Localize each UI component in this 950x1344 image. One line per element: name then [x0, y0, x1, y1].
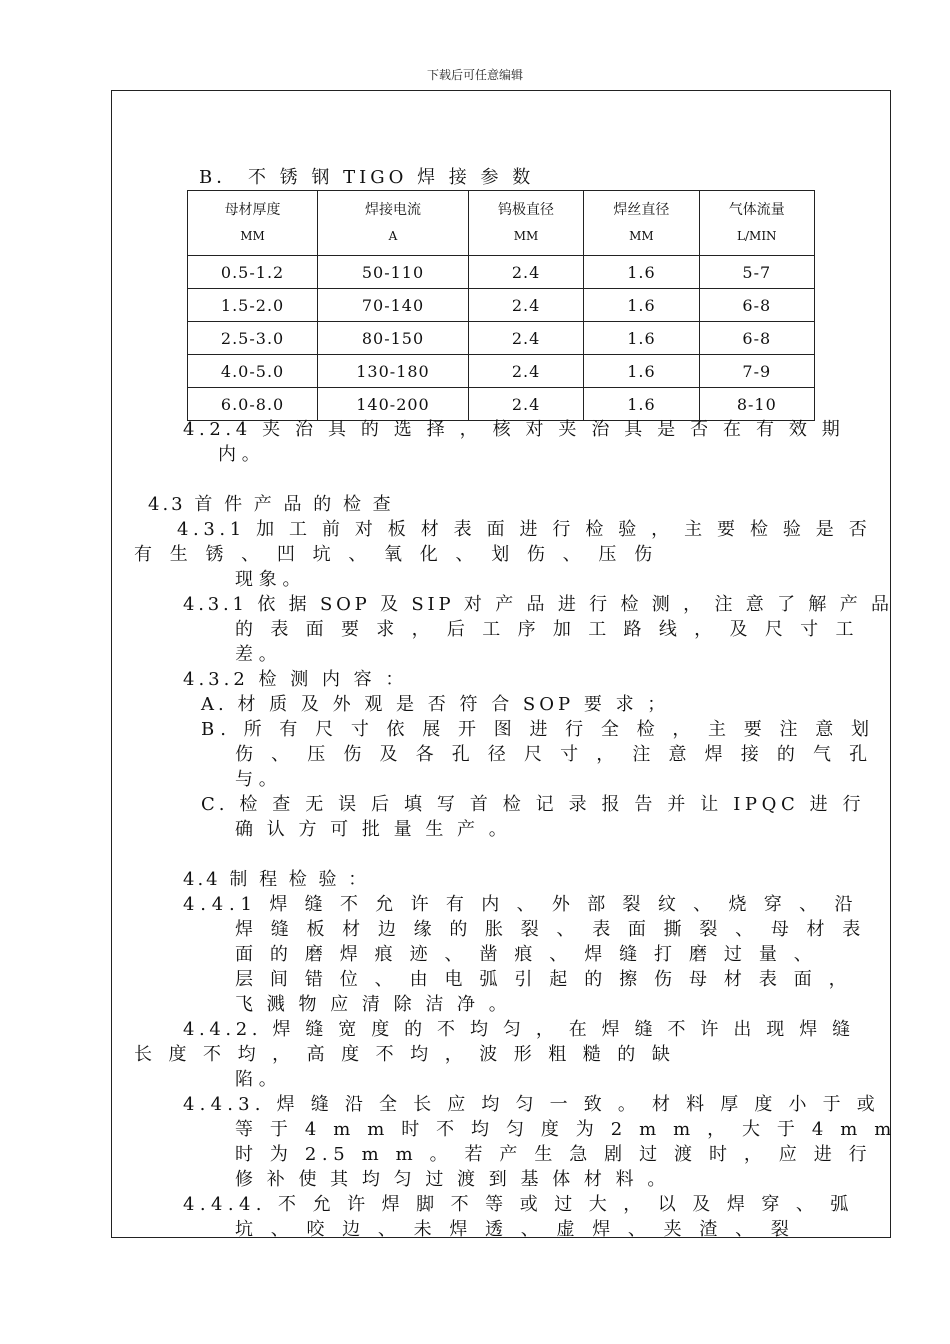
text-line: 等 于 4 m m 时 不 均 匀 度 为 2 m m ， 大 于 4 m m [235, 1119, 897, 1140]
text-line: 4.4.1 焊 缝 不 允 许 有 内 、 外 部 裂 纹 、 烧 穿 、 沿 [183, 894, 859, 915]
table-cell: 1.5-2.0 [188, 289, 318, 322]
table-cell: 1.6 [584, 256, 699, 289]
text-line: 4.3.1 依 据 SOP 及 SIP 对 产 品 进 行 检 测 ， 注 意 了 解 产 品 [183, 594, 893, 615]
text-line: 有 生 锈 、 凹 坑 、 氧 化 、 划 伤 、 压 伤 [134, 544, 659, 565]
table-cell: 1.6 [584, 289, 699, 322]
text-line: 现 象 。 [235, 569, 301, 590]
table-cell: 130-180 [318, 355, 469, 388]
text-line: 内 。 [218, 444, 260, 465]
text-line: 4.4.4. 不 允 许 焊 脚 不 等 或 过 大 ， 以 及 焊 穿 、 弧 [183, 1194, 854, 1215]
text-line: 层 间 错 位 、 由 电 弧 引 起 的 擦 伤 母 材 表 面 ， [235, 969, 853, 990]
text-line: 飞 溅 物 应 清 除 洁 净 。 [235, 994, 511, 1015]
text-line: 4.3.1 加 工 前 对 板 材 表 面 进 行 检 验 ， 主 要 检 验 是 否 [177, 519, 872, 540]
table-cell: 2.4 [468, 256, 583, 289]
header-cell: 焊丝直径 MM [584, 191, 699, 256]
header-cell: 焊接电流 A [318, 191, 469, 256]
table-row [188, 322, 815, 355]
table-cell: 2.4 [468, 322, 583, 355]
text-line: 4.3.2 检 测 内 容 ： [183, 669, 408, 690]
table-cell: 80-150 [318, 322, 469, 355]
table-cell: 1.6 [584, 355, 699, 388]
text-line: A. 材 质 及 外 观 是 否 符 合 SOP 要 求 ； [201, 694, 670, 715]
table-title: B． 不 锈 钢 TIGO 焊 接 参 数 [199, 167, 535, 188]
table-row [188, 388, 815, 421]
text-line: 时 为 2.5 m m 。 若 产 生 急 剧 过 渡 时 ， 应 进 行 [235, 1144, 873, 1165]
table-cell: 2.4 [468, 388, 583, 421]
watermark-header: 下载后可任意编辑 [426, 68, 523, 82]
header-cell: 气体流量 L/MIN [699, 191, 814, 256]
table-cell: 6-8 [699, 289, 814, 322]
table-cell: 5-7 [699, 256, 814, 289]
table-cell: 4.0-5.0 [188, 355, 318, 388]
text-line: 4.4.3. 焊 缝 沿 全 长 应 均 匀 一 致 。 材 料 厚 度 小 于 或 [183, 1094, 880, 1115]
table-row [188, 289, 815, 322]
text-line: 与 。 [235, 769, 277, 790]
text-line: 修 补 使 其 均 匀 过 渡 到 基 体 材 料 。 [235, 1169, 670, 1190]
text-line: 4.2.4 夹 治 具 的 选 择 ， 核 对 夹 治 具 是 否 在 有 效 期 [183, 419, 845, 440]
table-cell: 1.6 [584, 388, 699, 421]
text-line: 陷 。 [235, 1069, 277, 1090]
table-cell: 6.0-8.0 [188, 388, 318, 421]
table-cell: 1.6 [584, 322, 699, 355]
text-line: C. 检 查 无 误 后 填 写 首 检 记 录 报 告 并 让 IPQC 进 行 [201, 794, 866, 815]
text-line: 确 认 方 可 批 量 生 产 。 [235, 819, 511, 840]
table-cell: 6-8 [699, 322, 814, 355]
table-header-row [188, 191, 815, 256]
table-cell: 2.4 [468, 289, 583, 322]
table-row [188, 355, 815, 388]
table-cell: 7-9 [699, 355, 814, 388]
table-cell: 2.4 [468, 355, 583, 388]
section-heading: 4.3 首 件 产 品 的 检 查 [148, 494, 394, 515]
table-cell: 2.5-3.0 [188, 322, 318, 355]
text-line: 差 。 [235, 644, 277, 665]
welding-parameter-table [187, 190, 815, 421]
text-line: 伤 、 压 伤 及 各 孔 径 尺 寸 ， 注 意 焊 接 的 气 孔 [235, 744, 874, 765]
table-cell: 140-200 [318, 388, 469, 421]
text-line: 焊 缝 板 材 边 缘 的 胀 裂 、 表 面 撕 裂 、 母 材 表 [235, 919, 867, 940]
header-cell: 钨极直径 MM [468, 191, 583, 256]
text-line: 长 度 不 均 ， 高 度 不 均 ， 波 形 粗 糙 的 缺 [134, 1044, 676, 1065]
table-cell: 0.5-1.2 [188, 256, 318, 289]
table-row [188, 256, 815, 289]
text-line: 的 表 面 要 求 ， 后 工 序 加 工 路 线 ， 及 尺 寸 工 [235, 619, 860, 640]
text-line: 坑 、 咬 边 、 未 焊 透 、 虚 焊 、 夹 渣 、 裂 [235, 1219, 795, 1238]
text-line: B. 所 有 尺 寸 依 展 开 图 进 行 全 检 ， 主 要 注 意 划 [201, 719, 875, 740]
text-line: 面 的 磨 焊 痕 迹 、 凿 痕 、 焊 缝 打 磨 过 量 、 [235, 944, 818, 965]
table-cell: 70-140 [318, 289, 469, 322]
table-cell: 8-10 [699, 388, 814, 421]
table-cell: 50-110 [318, 256, 469, 289]
section-heading: 4.4 制 程 检 验 ： [183, 869, 370, 890]
text-line: 4.4.2. 焊 缝 宽 度 的 不 均 匀 ， 在 焊 缝 不 许 出 现 焊 缝 [183, 1019, 855, 1040]
header-cell: 母材厚度 MM [188, 191, 318, 256]
